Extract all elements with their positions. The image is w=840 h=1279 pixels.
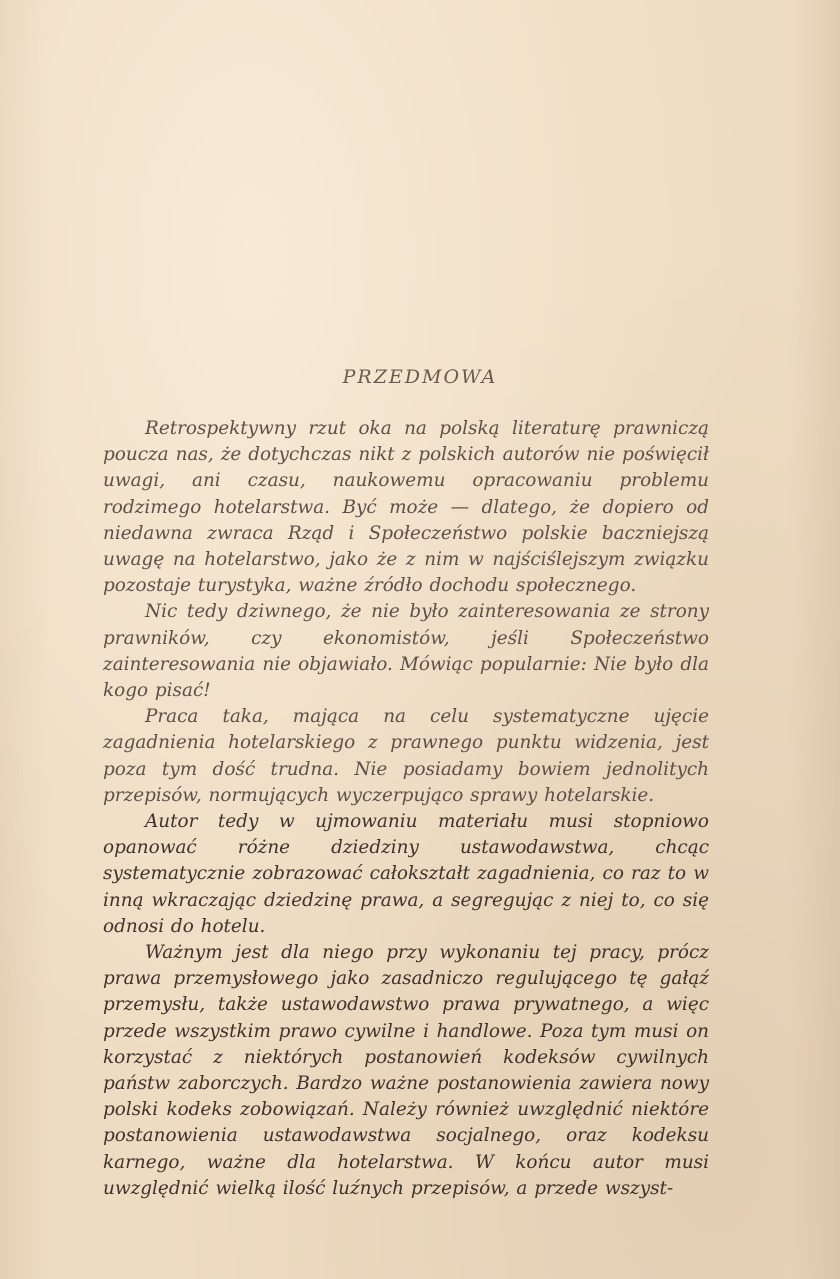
page-heading: PRZEDMOWA — [342, 366, 498, 388]
paragraph-3: Praca taka, mająca na celu systematyczne ujęcie zagadnienia hotelarskiego z prawnego punktu widzenia, jest poza tym dość trudna. Nie posiadamy bowiem jednolitych przepisów, normujących wyczerpująco sprawy hotelarskie. — [103, 706, 709, 806]
paragraph-2: Nic tedy dziwnego, że nie było zainteresowania ze strony prawników, czy ekonomistów, jeśli Społeczeństwo zainteresowania nie objawiało. Mówiąc popularnie: Nie było dla kogo pisać! — [103, 601, 709, 702]
paragraph-5: Ważnym jest dla niego przy wykonaniu tej pracy, prócz prawa przemysłowego jako zasadniczo regulującego tę gałąź przemysłu, także ustawodawstwo prawa prywatnego, a więc przede wszystkim prawo cywilne i handlowe. Poza tym musi on korzystać z niektórych postanowień kodeksów cywilnych państw zaborczych. Bardzo ważne postanowienia zawiera nowy polski kodeks zobowiązań. Należy również uwzględnić niektóre postanowienia ustawodawstwa socjalnego, oraz kodeksu karnego, ważne dla hotelarstwa. W końcu autor musi uwzględnić wielką ilość luźnych przepisów, a przede wszyst- — [103, 942, 709, 1199]
preface-body — [103, 416, 709, 1202]
paragraph-4: Autor tedy w ujmowaniu materiału musi stopniowo opanować różne dziedziny ustawodawstwa, chcąc systematycznie zobrazować całokształt zagadnienia, co raz to w inną wkraczając dziedzinę prawa, a segregując z niej to, co się odnosi do hotelu. — [103, 811, 709, 937]
paragraph-1: Retrospektywny rzut oka na polską literaturę prawniczą poucza nas, że dotychczas nikt z polskich autorów nie poświęcił uwagi, ani czasu, naukowemu opracowaniu problemu rodzimego hotelarstwa. Być może — dlatego, że dopiero od niedawna zwraca Rząd i Społeczeństwo polskie baczniejszą uwagę na hotelarstwo, jako że z nim w najściślejszym związku pozostaje turystyka, ważne źródło dochodu społecznego. — [103, 418, 709, 597]
